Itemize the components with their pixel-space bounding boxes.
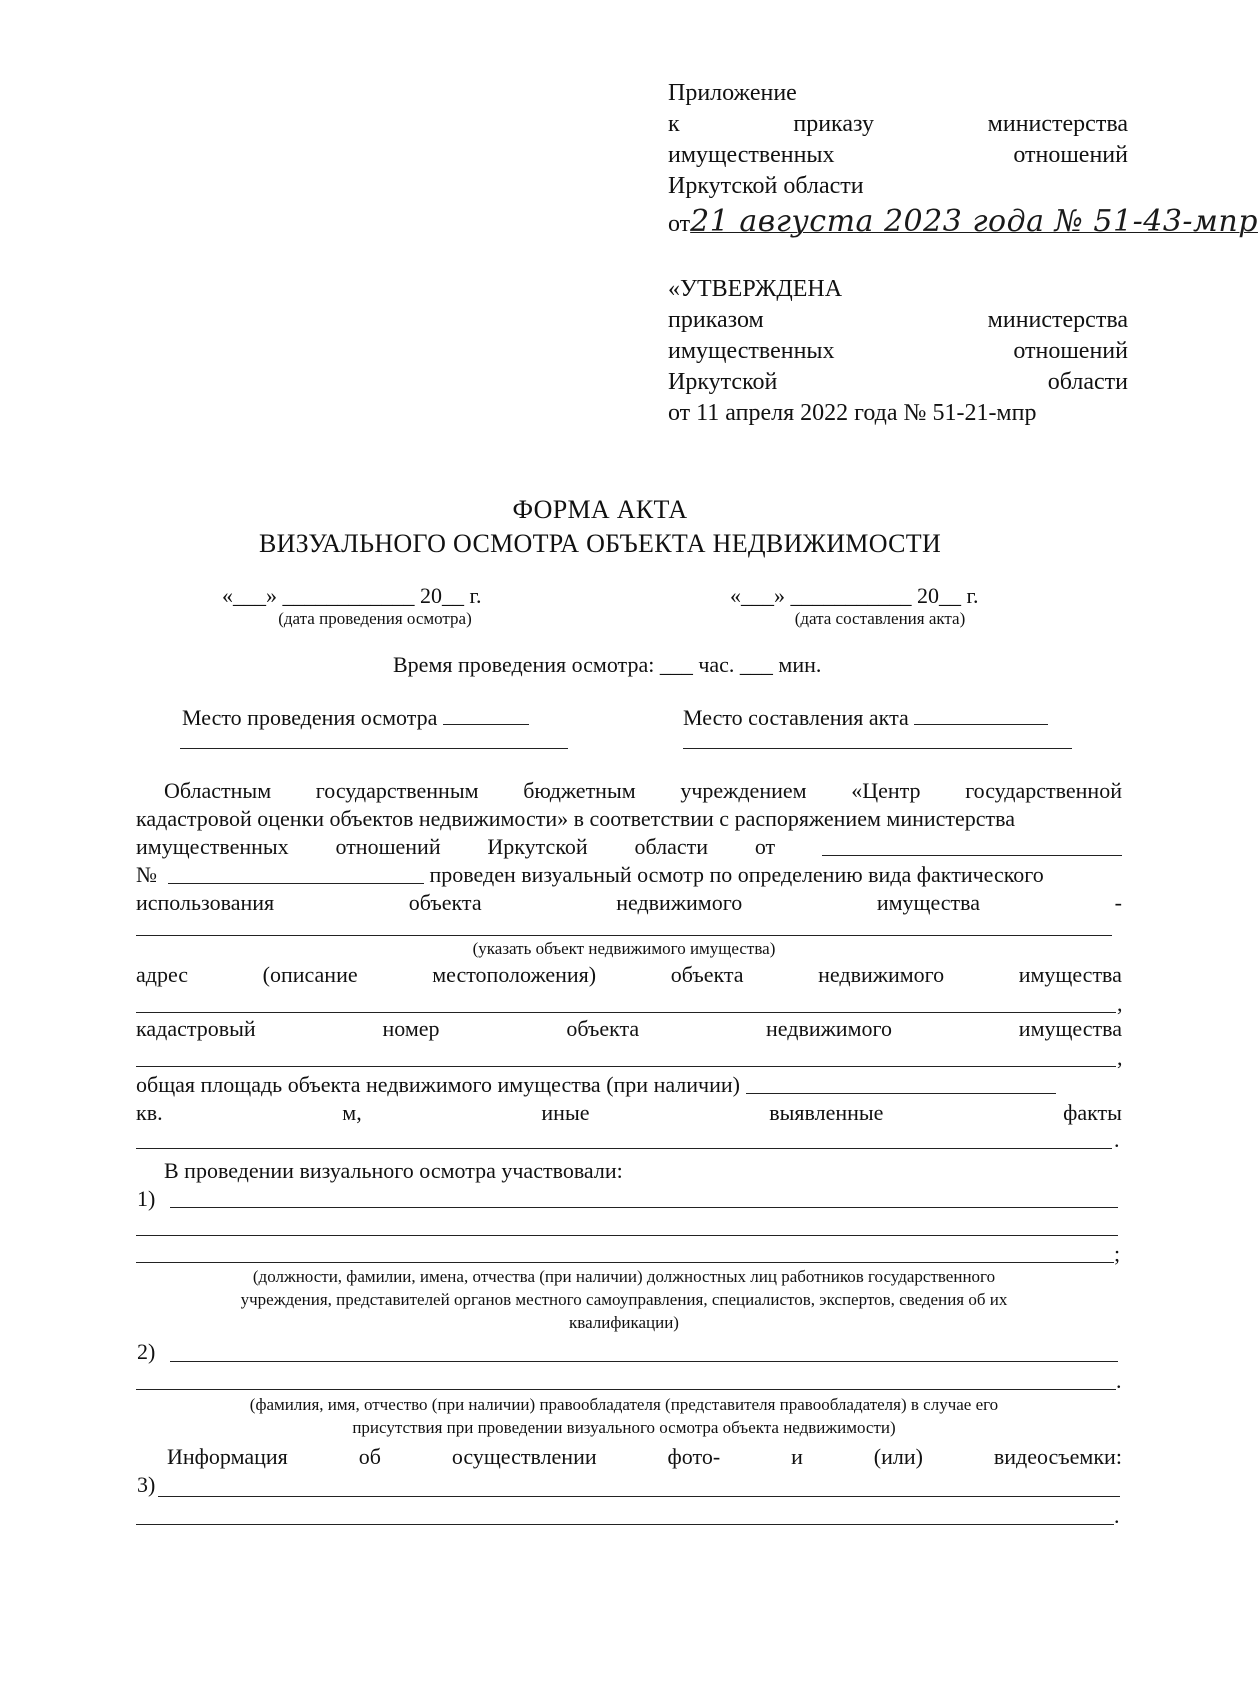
word: - bbox=[1114, 890, 1122, 915]
place-act-line bbox=[683, 748, 1072, 749]
date-act-caption: (дата составления акта) bbox=[794, 609, 966, 628]
word: имущества bbox=[1018, 1016, 1122, 1041]
word: кадастровый bbox=[136, 1016, 256, 1041]
body-line-3 bbox=[136, 833, 1122, 861]
appendix-title: Приложение bbox=[668, 80, 797, 106]
word: осуществлении bbox=[451, 1444, 597, 1469]
word: отношений bbox=[1013, 142, 1128, 168]
word: кв. bbox=[136, 1100, 163, 1125]
number-sign: № bbox=[136, 862, 157, 887]
item-2-line-b bbox=[136, 1389, 1116, 1390]
word: иные bbox=[541, 1100, 590, 1125]
form-title-2: ВИЗУАЛЬНОГО ОСМОТРА ОБЪЕКТА НЕДВИЖИМОСТИ bbox=[258, 529, 942, 558]
word: Областным bbox=[164, 778, 272, 803]
word: бюджетным bbox=[523, 778, 636, 803]
word: адрес bbox=[136, 962, 189, 987]
word: имущественных bbox=[668, 338, 835, 364]
place-inspection-blank bbox=[443, 702, 529, 725]
appendix-line-2 bbox=[668, 140, 1128, 171]
approved-line-4: от 11 апреля 2022 года № 51-21-мпр bbox=[668, 400, 1037, 426]
word: объекта bbox=[670, 962, 744, 987]
word: государственной bbox=[965, 778, 1122, 803]
owner-caption-2: присутствия при проведении визуального осмотра объекта недвижимости) bbox=[352, 1418, 896, 1437]
object-caption: (указать объект недвижимого имущества) bbox=[472, 939, 776, 958]
approved-title: «УТВЕРЖДЕНА bbox=[668, 276, 843, 302]
item-1-line-b bbox=[136, 1235, 1118, 1236]
place-act-label bbox=[683, 702, 1048, 732]
word: (описание bbox=[262, 962, 358, 987]
word: области bbox=[634, 834, 709, 859]
word: (или) bbox=[873, 1444, 923, 1469]
word: «Центр bbox=[851, 778, 921, 803]
date-act: «___» ___________ 20__ г. bbox=[730, 583, 979, 608]
word: имущественных bbox=[136, 834, 289, 859]
approved-line-2 bbox=[668, 336, 1128, 367]
body-line-5 bbox=[136, 889, 1122, 917]
order-number-blank bbox=[168, 861, 424, 884]
period: . bbox=[1114, 1127, 1120, 1152]
item-1-line-c bbox=[136, 1262, 1114, 1263]
owner-caption-1: (фамилия, имя, отчество (при наличии) правообладателя (представителя правообладателя) в случае его bbox=[249, 1395, 999, 1414]
form-title-1: ФОРМА АКТА bbox=[512, 495, 688, 524]
item-2-label: 2) bbox=[137, 1339, 156, 1364]
item-1-line-a bbox=[170, 1207, 1118, 1208]
appendix-line-3: Иркутской области bbox=[668, 173, 864, 199]
participants-heading: В проведении визуального осмотра участвовали: bbox=[164, 1158, 623, 1183]
item-3-line-a bbox=[158, 1496, 1120, 1497]
word: видеосъемки: bbox=[993, 1444, 1122, 1469]
period: . bbox=[1114, 1503, 1120, 1528]
area-line bbox=[136, 1071, 1122, 1099]
word: государственным bbox=[315, 778, 479, 803]
word: об bbox=[358, 1444, 381, 1469]
word: от bbox=[754, 834, 776, 859]
word: и bbox=[791, 1444, 803, 1469]
address-blank bbox=[136, 1012, 1116, 1013]
item-3-label: 3) bbox=[137, 1472, 156, 1497]
place-act-text: Место составления акта bbox=[683, 705, 909, 730]
word: недвижимого bbox=[616, 890, 743, 915]
info-line bbox=[136, 1443, 1122, 1471]
word: объекта bbox=[408, 890, 482, 915]
place-inspection-text: Место проведения осмотра bbox=[182, 705, 438, 730]
participants-caption-3: квалификации) bbox=[569, 1313, 679, 1332]
word: объекта bbox=[566, 1016, 640, 1041]
from-prefix: от bbox=[668, 211, 691, 237]
item-2-line-a bbox=[170, 1361, 1118, 1362]
word: имущественных bbox=[668, 142, 835, 168]
area-text: общая площадь объекта недвижимого имущества (при наличии) bbox=[136, 1072, 740, 1097]
approved-line-3 bbox=[668, 367, 1128, 398]
word: факты bbox=[1063, 1100, 1122, 1125]
handwritten-order: 21 августа 2023 года № 51-43-мпр bbox=[690, 204, 1258, 239]
participants-caption-1: (должности, фамилии, имена, отчества (при наличии) должностных лиц работников государственного bbox=[252, 1267, 996, 1286]
appendix-order-line bbox=[668, 204, 1258, 240]
item-3-line-b bbox=[136, 1524, 1114, 1525]
word: Информация bbox=[167, 1444, 288, 1469]
appendix-block bbox=[668, 78, 1258, 240]
inspection-text: проведен визуальный осмотр по определению вида фактического bbox=[429, 862, 1044, 887]
object-line bbox=[136, 935, 1112, 936]
body-line-1 bbox=[136, 777, 1122, 805]
word: приказу bbox=[793, 111, 874, 137]
word: Иркутской bbox=[487, 834, 588, 859]
item-1-label: 1) bbox=[137, 1186, 156, 1211]
word: м, bbox=[342, 1100, 362, 1125]
approved-line-1 bbox=[668, 305, 1128, 336]
date-inspection-caption: (дата проведения осмотра) bbox=[278, 609, 472, 628]
word: отношений bbox=[1013, 338, 1128, 364]
approved-block bbox=[668, 274, 1128, 429]
word: к bbox=[668, 111, 680, 137]
word: недвижимого bbox=[818, 962, 945, 987]
period: . bbox=[1116, 1368, 1122, 1393]
word: министерства bbox=[987, 111, 1128, 137]
word: области bbox=[1047, 369, 1128, 395]
comma: , bbox=[1117, 991, 1123, 1016]
inspection-time: Время проведения осмотра: ___ час. ___ мин. bbox=[393, 652, 822, 677]
word: фото- bbox=[667, 1444, 721, 1469]
semicolon: ; bbox=[1114, 1241, 1121, 1266]
word: отношений bbox=[335, 834, 441, 859]
facts-line bbox=[136, 1099, 1122, 1127]
cadastral-line bbox=[136, 1015, 1122, 1043]
word: учреждением bbox=[680, 778, 807, 803]
participants-caption-2: учреждения, представителей органов местного самоуправления, специалистов, экспертов, сведения об их bbox=[240, 1290, 1008, 1309]
order-date-blank bbox=[822, 833, 1122, 856]
word: местоположения) bbox=[432, 962, 597, 987]
body-line-4 bbox=[136, 861, 1122, 889]
word: имущества bbox=[1018, 962, 1122, 987]
date-inspection: «___» ____________ 20__ г. bbox=[222, 583, 482, 608]
word: выявленные bbox=[769, 1100, 884, 1125]
word: использования bbox=[136, 890, 275, 915]
word: Иркутской bbox=[668, 369, 778, 395]
comma: , bbox=[1117, 1045, 1123, 1070]
area-blank bbox=[746, 1071, 1056, 1094]
place-inspection-line bbox=[180, 748, 568, 749]
word: приказом bbox=[668, 307, 764, 333]
place-act-blank bbox=[914, 702, 1048, 725]
word: имущества bbox=[876, 890, 981, 915]
facts-blank bbox=[136, 1148, 1112, 1149]
appendix-line-1 bbox=[668, 109, 1128, 140]
word: министерства bbox=[987, 307, 1128, 333]
place-inspection-label bbox=[182, 702, 529, 732]
address-line bbox=[136, 961, 1122, 989]
body-line-2: кадастровой оценки объектов недвижимости» в соответствии с распоряжением министерства bbox=[136, 806, 1016, 831]
cadastral-blank bbox=[136, 1066, 1116, 1067]
word: недвижимого bbox=[766, 1016, 892, 1041]
word: номер bbox=[382, 1016, 440, 1041]
